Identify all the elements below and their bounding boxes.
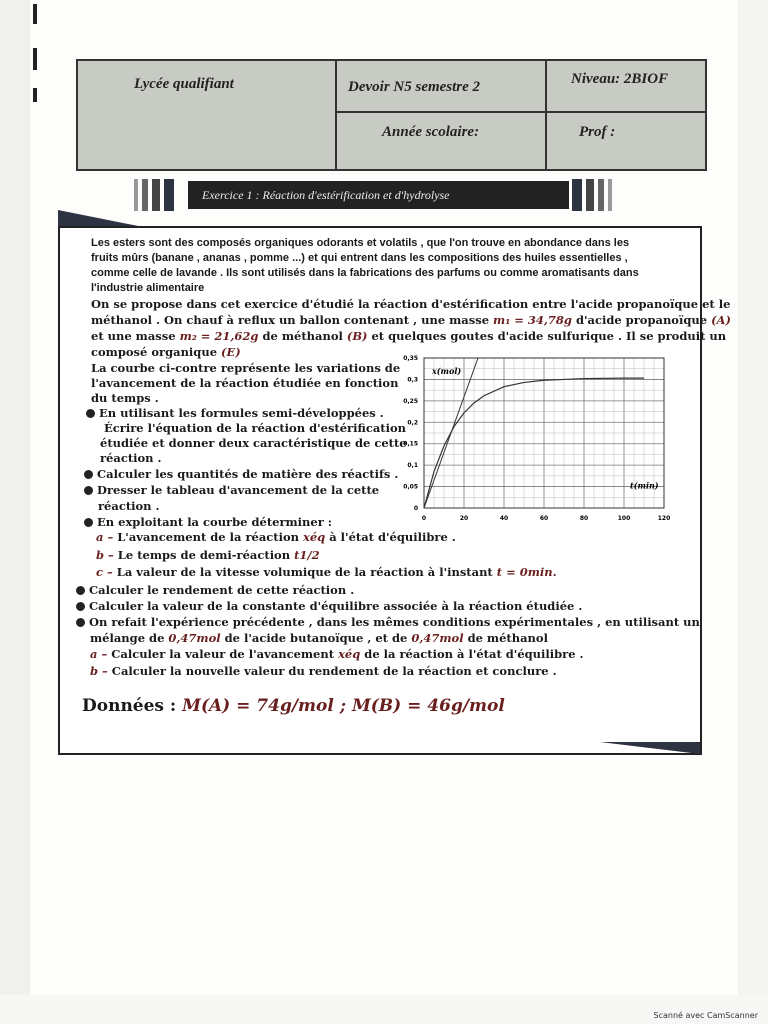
- question-7a: a – Calculer la valeur de l'avancement xéq de la réaction à l'état d'équilibre .: [90, 647, 584, 661]
- x-tick-label: 40: [499, 515, 509, 522]
- avancement-chart: [400, 350, 675, 525]
- intro-line: comme celle de lavande . Ils sont utilisés dans la fabrications des parfums ou comme aromatisants dans: [91, 267, 639, 279]
- y-axis-label: x(mol): [432, 366, 462, 376]
- setup-line: et une masse m₂ = 21,62g de méthanol (B) et quelques goutes d'acide sulfurique . Il se produit un: [91, 329, 727, 343]
- scan-mark: [33, 88, 37, 102]
- x-axis-label: t(min): [630, 480, 659, 491]
- exam-title: Devoir N5 semestre 2: [348, 79, 481, 95]
- scan-mark: [33, 48, 37, 70]
- question-5: Calculer le rendement de cette réaction .: [76, 583, 354, 598]
- question-2: Calculer les quantités de matière des réactifs .: [84, 467, 398, 482]
- question-3-line: réaction .: [98, 499, 160, 513]
- setup-line: On se propose dans cet exercice d'étudié la réaction d'estérification entre l'acide propanoïque et le: [91, 297, 731, 311]
- curve-text: l'avancement de la réaction étudiée en fonction: [91, 376, 399, 390]
- question-7-line: mélange de 0,47mol de l'acide butanoïque , et de 0,47mol de méthanol: [90, 631, 548, 645]
- scan-mark: [33, 4, 37, 24]
- y-tick-label: 0,05: [403, 483, 418, 491]
- question-1-line: réaction .: [100, 451, 162, 465]
- question-7: On refait l'expérience précédente , dans les mêmes conditions expérimentales , en utilisant un: [76, 615, 700, 630]
- curve-text: La courbe ci-contre représente les variations de: [91, 361, 401, 375]
- question-4b: b – Le temps de demi-réaction t1/2: [96, 548, 320, 562]
- level: Niveau: 2BIOF: [571, 71, 669, 87]
- question-4c: c – La valeur de la vitesse volumique de la réaction à l'instant t = 0min.: [96, 565, 557, 579]
- question-1: En utilisant les formules semi-développées .: [86, 406, 384, 421]
- question-6: Calculer la valeur de la constante d'équilibre associée à la réaction étudiée .: [76, 599, 582, 614]
- question-3: Dresser le tableau d'avancement de la cette: [84, 483, 379, 498]
- x-tick-label: 80: [579, 515, 589, 522]
- camscanner-watermark: Scanné avec CamScanner: [653, 1011, 758, 1020]
- x-tick-label: 100: [617, 515, 631, 522]
- exercise-banner: Exercice 1 : Réaction d'estérification et d'hydrolyse: [188, 181, 569, 209]
- y-tick-label: 0,15: [403, 440, 418, 448]
- y-tick-label: 0,35: [403, 355, 418, 362]
- question-7b: b – Calculer la nouvelle valeur du rendement de la réaction et conclure .: [90, 664, 557, 678]
- setup-line: composé organique (E): [91, 345, 241, 359]
- school-year: Année scolaire:: [382, 124, 480, 140]
- y-tick-label: 0: [413, 505, 418, 512]
- x-tick-label: 20: [459, 515, 469, 522]
- x-tick-label: 0: [421, 515, 427, 522]
- x-tick-label: 120: [657, 515, 671, 522]
- y-tick-label: 0,1: [407, 462, 418, 470]
- school-name: Lycée qualifiant: [134, 76, 234, 92]
- x-tick-label: 60: [539, 515, 549, 522]
- header-table: [76, 59, 707, 171]
- intro-line: Les esters sont des composés organiques odorants et volatils , que l'on trouve en abondance dans les: [91, 237, 630, 249]
- banner-stripes-right: [572, 179, 616, 211]
- y-tick-label: 0,2: [407, 419, 418, 427]
- scan-margin: [0, 0, 30, 1024]
- curve-text: du temps .: [91, 391, 159, 405]
- intro-line: l'industrie alimentaire: [91, 282, 205, 294]
- setup-line: méthanol . On chauf à reflux un ballon contenant , une masse m₁ = 34,78g d'acide propanoïque (A): [91, 313, 731, 327]
- y-tick-label: 0,3: [407, 376, 418, 384]
- banner-stripes-left: [134, 179, 178, 211]
- question-4: En exploitant la courbe déterminer :: [84, 515, 332, 530]
- y-tick-label: 0,25: [403, 397, 418, 405]
- question-1-line: étudiée et donner deux caractéristique de cette: [100, 436, 407, 450]
- intro-line: fruits mûrs (banane , ananas , pomme ...) et qui entrent dans les compositions des huiles essentielles ,: [91, 252, 628, 264]
- data-given: Données : M(A) = 74g/mol ; M(B) = 46g/mol: [82, 696, 505, 716]
- teacher: Prof :: [579, 124, 616, 140]
- question-4a: a – L'avancement de la réaction xéq à l'état d'équilibre .: [96, 530, 456, 544]
- question-1-line: Écrire l'équation de la réaction d'estérification: [104, 421, 407, 435]
- frame-corner: [600, 742, 700, 754]
